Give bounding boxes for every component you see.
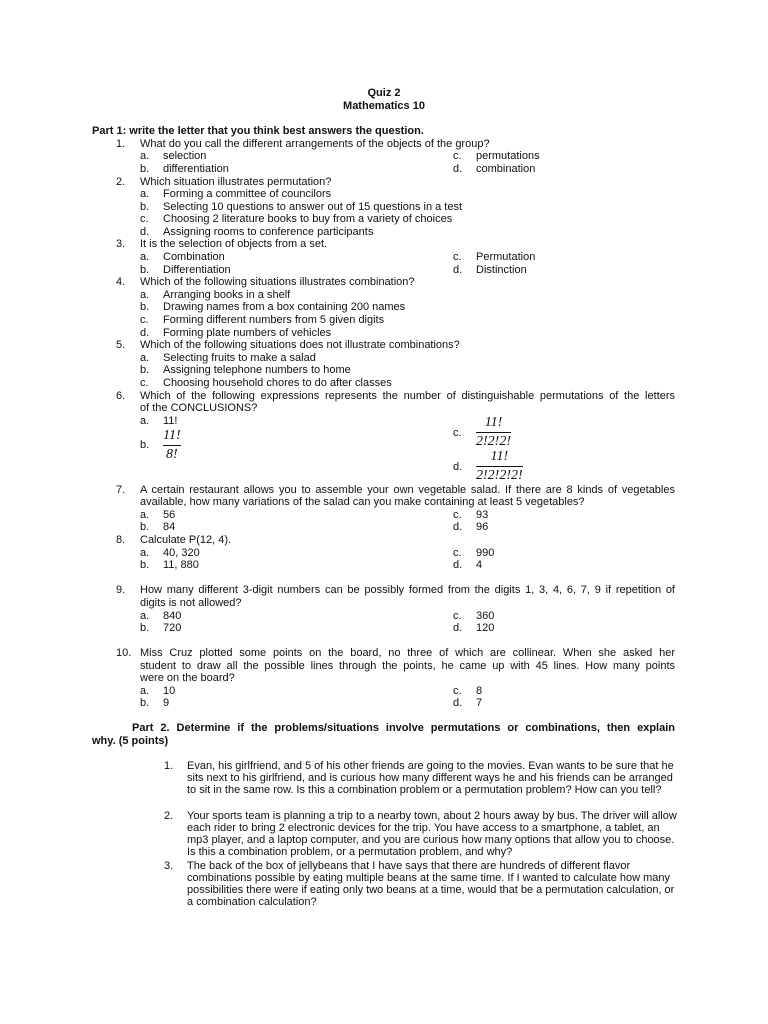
q9-d-option: 120 bbox=[476, 622, 495, 634]
q6-c-denominator: 2!2!2! bbox=[476, 434, 511, 449]
q3-d-letter: d. bbox=[453, 264, 463, 276]
q8-text: Calculate P(12, 4). bbox=[140, 534, 232, 546]
q8-b-option: 11, 880 bbox=[163, 559, 199, 571]
q5-c-option: Choosing household chores to do after classes bbox=[163, 377, 392, 389]
q2-c-option: Choosing 2 literature books to buy from a variety of choices bbox=[163, 213, 453, 225]
quiz-title: Quiz 2 bbox=[367, 87, 401, 99]
q6-a-option: 11! bbox=[163, 415, 178, 427]
q9-a-letter: a. bbox=[140, 610, 150, 622]
q10-d-option: 7 bbox=[476, 697, 483, 709]
q6-text-line1: Which of the following expressions represents the number of distinguishable permutations of the letters bbox=[140, 390, 675, 402]
q6-d-letter: d. bbox=[453, 461, 463, 473]
q6-b-numerator: 11! bbox=[163, 428, 181, 443]
q7-text-line1: A certain restaurant allows you to assemble your own vegetable salad. If there are 8 kinds of vegetables bbox=[140, 484, 675, 496]
part2-instruction-line1: Part 2. Determine if the problems/situations involve permutations or combinations, then explain bbox=[132, 722, 675, 734]
q9-c-option: 360 bbox=[476, 610, 495, 622]
q3-d-option: Distinction bbox=[476, 264, 527, 276]
q10-d-letter: d. bbox=[453, 697, 463, 709]
q2-b-option: Selecting 10 questions to answer out of 15 questions in a test bbox=[163, 201, 463, 213]
q2-d-letter: d. bbox=[140, 226, 150, 238]
q5-b-option: Assigning telephone numbers to home bbox=[163, 364, 351, 376]
q6-b-letter: b. bbox=[140, 439, 150, 451]
q7-c-option: 93 bbox=[476, 509, 489, 521]
q4-c-letter: c. bbox=[140, 314, 149, 326]
q1-a-letter: a. bbox=[140, 150, 150, 162]
q8-d-letter: d. bbox=[453, 559, 463, 571]
q10-text-line3: were on the board? bbox=[140, 672, 235, 684]
q10-text-line1: Miss Cruz plotted some points on the board, no three of which are collinear. When she asked her bbox=[140, 647, 675, 659]
q7-b-option: 84 bbox=[163, 521, 176, 533]
p2-2-number: 2. bbox=[164, 810, 174, 822]
q7-number: 7. bbox=[116, 484, 126, 496]
q9-b-letter: b. bbox=[140, 622, 150, 634]
q3-a-option: Combination bbox=[163, 251, 225, 263]
q6-c-letter: c. bbox=[453, 427, 462, 439]
q7-d-option: 96 bbox=[476, 521, 489, 533]
q1-c-option: permutations bbox=[476, 150, 540, 162]
q10-c-option: 8 bbox=[476, 685, 483, 697]
q10-number: 10. bbox=[116, 647, 132, 659]
q6-c-fraction-bar bbox=[476, 432, 511, 433]
q9-d-letter: d. bbox=[453, 622, 463, 634]
q1-b-letter: b. bbox=[140, 163, 150, 175]
q6-d-fraction bbox=[476, 449, 523, 483]
q5-a-letter: a. bbox=[140, 352, 150, 364]
q9-number: 9. bbox=[116, 584, 126, 596]
p2-1-number: 1. bbox=[164, 760, 174, 772]
q4-text: Which of the following situations illustrates combination? bbox=[140, 276, 415, 288]
q10-c-letter: c. bbox=[453, 685, 462, 697]
q6-b-denominator: 8! bbox=[165, 447, 178, 462]
q3-b-letter: b. bbox=[140, 264, 150, 276]
q1-c-letter: c. bbox=[453, 150, 462, 162]
q7-text-line2: available, how many variations of the salad can you make containing at least 5 vegetables? bbox=[140, 496, 585, 508]
q6-c-fraction bbox=[476, 415, 511, 449]
q9-c-letter: c. bbox=[453, 610, 462, 622]
q10-b-letter: b. bbox=[140, 697, 150, 709]
q7-a-option: 56 bbox=[163, 509, 176, 521]
q9-a-option: 840 bbox=[163, 610, 182, 622]
q2-a-option: Forming a committee of councilors bbox=[163, 188, 332, 200]
q8-b-letter: b. bbox=[140, 559, 150, 571]
p2-2-text: Your sports team is planning a trip to a nearby town, about 2 hours away by bus. The driver will allow each rider to bring 2 electronic devices for the trip. You have access to a smartphone, a tablet, an mp3 player, and a laptop computer, and you are curious how many options that allow you to choose. Is this a combination problem, or a permutation problem, and why? bbox=[187, 810, 677, 858]
q3-c-option: Permutation bbox=[476, 251, 536, 263]
q1-number: 1. bbox=[116, 138, 126, 150]
q6-text-line2: of the CONCLUSIONS? bbox=[140, 402, 258, 414]
q4-d-letter: d. bbox=[140, 327, 150, 339]
q6-a-letter: a. bbox=[140, 415, 150, 427]
q7-d-letter: d. bbox=[453, 521, 463, 533]
q6-d-numerator: 11! bbox=[490, 449, 509, 464]
subject-title: Mathematics 10 bbox=[343, 100, 425, 112]
q2-d-option: Assigning rooms to conference participants bbox=[163, 226, 374, 238]
q10-a-option: 10 bbox=[163, 685, 176, 697]
q2-b-letter: b. bbox=[140, 201, 150, 213]
q8-d-option: 4 bbox=[476, 559, 483, 571]
q5-c-letter: c. bbox=[140, 377, 149, 389]
q4-a-letter: a. bbox=[140, 289, 150, 301]
q7-c-letter: c. bbox=[453, 509, 462, 521]
q8-number: 8. bbox=[116, 534, 126, 546]
q9-text-line1: How many different 3-digit numbers can be possibly formed from the digits 1, 3, 4, 6, 7, 9 if repetition of bbox=[140, 584, 675, 596]
q6-c-numerator: 11! bbox=[484, 415, 503, 430]
q1-b-option: differentiation bbox=[163, 163, 229, 175]
q4-c-option: Forming different numbers from 5 given digits bbox=[163, 314, 385, 326]
q5-a-option: Selecting fruits to make a salad bbox=[163, 352, 316, 364]
q2-a-letter: a. bbox=[140, 188, 150, 200]
q3-c-letter: c. bbox=[453, 251, 462, 263]
q4-b-option: Drawing names from a box containing 200 names bbox=[163, 301, 406, 313]
p2-3-number: 3. bbox=[164, 860, 174, 872]
q8-c-letter: c. bbox=[453, 547, 462, 559]
q5-b-letter: b. bbox=[140, 364, 150, 376]
q1-a-option: selection bbox=[163, 150, 207, 162]
q2-c-letter: c. bbox=[140, 213, 149, 225]
q9-text-line2: digits is not allowed? bbox=[140, 597, 242, 609]
q10-b-option: 9 bbox=[163, 697, 170, 709]
q6-b-fraction-bar bbox=[163, 445, 181, 446]
q7-b-letter: b. bbox=[140, 521, 150, 533]
q2-number: 2. bbox=[116, 176, 126, 188]
q4-number: 4. bbox=[116, 276, 126, 288]
q4-a-option: Arranging books in a shelf bbox=[163, 289, 291, 301]
q3-text: It is the selection of objects from a set. bbox=[140, 238, 328, 250]
q4-b-letter: b. bbox=[140, 301, 150, 313]
q5-number: 5. bbox=[116, 339, 126, 351]
q6-b-fraction bbox=[163, 428, 181, 462]
q3-number: 3. bbox=[116, 238, 126, 250]
q6-number: 6. bbox=[116, 390, 126, 402]
q6-d-denominator: 2!2!2!2! bbox=[476, 468, 523, 483]
q8-a-letter: a. bbox=[140, 547, 150, 559]
q1-text: What do you call the different arrangements of the objects of the group? bbox=[140, 138, 490, 150]
q9-b-option: 720 bbox=[163, 622, 182, 634]
q10-text-line2: student to draw all the possible lines through the points, he came up with 45 lines. How many points bbox=[140, 660, 675, 672]
q1-d-letter: d. bbox=[453, 163, 463, 175]
q3-a-letter: a. bbox=[140, 251, 150, 263]
q1-d-option: combination bbox=[476, 163, 536, 175]
q3-b-option: Differentiation bbox=[163, 264, 231, 276]
q8-a-option: 40, 320 bbox=[163, 547, 200, 559]
q5-text: Which of the following situations does not illustrate combinations? bbox=[140, 339, 460, 351]
q6-d-fraction-bar bbox=[476, 466, 523, 467]
q8-c-option: 990 bbox=[476, 547, 495, 559]
q7-a-letter: a. bbox=[140, 509, 150, 521]
p2-3-text: The back of the box of jellybeans that I have says that there are hundreds of different flavor combinations possible by eating multiple beans at the same time. If I wanted to calculate how many possibilities there were if eating only two beans at a time, would that be a permutation calculation, or a combination calculation? bbox=[187, 860, 675, 908]
q2-text: Which situation illustrates permutation? bbox=[140, 176, 332, 188]
q4-d-option: Forming plate numbers of vehicles bbox=[163, 327, 332, 339]
p2-1-text: Evan, his girlfriend, and 5 of his other friends are going to the movies. Evan wants to be sure that he sits next to his girlfriend, and is curious how many different ways he and his friends can be arranged to sit in the same row. Is this a combination problem or a permutation problem? How can you tell? bbox=[187, 760, 674, 796]
part2-instruction-line2: why. (5 points) bbox=[92, 735, 169, 747]
part1-instruction: Part 1: write the letter that you think best answers the question. bbox=[92, 125, 424, 137]
q10-a-letter: a. bbox=[140, 685, 150, 697]
